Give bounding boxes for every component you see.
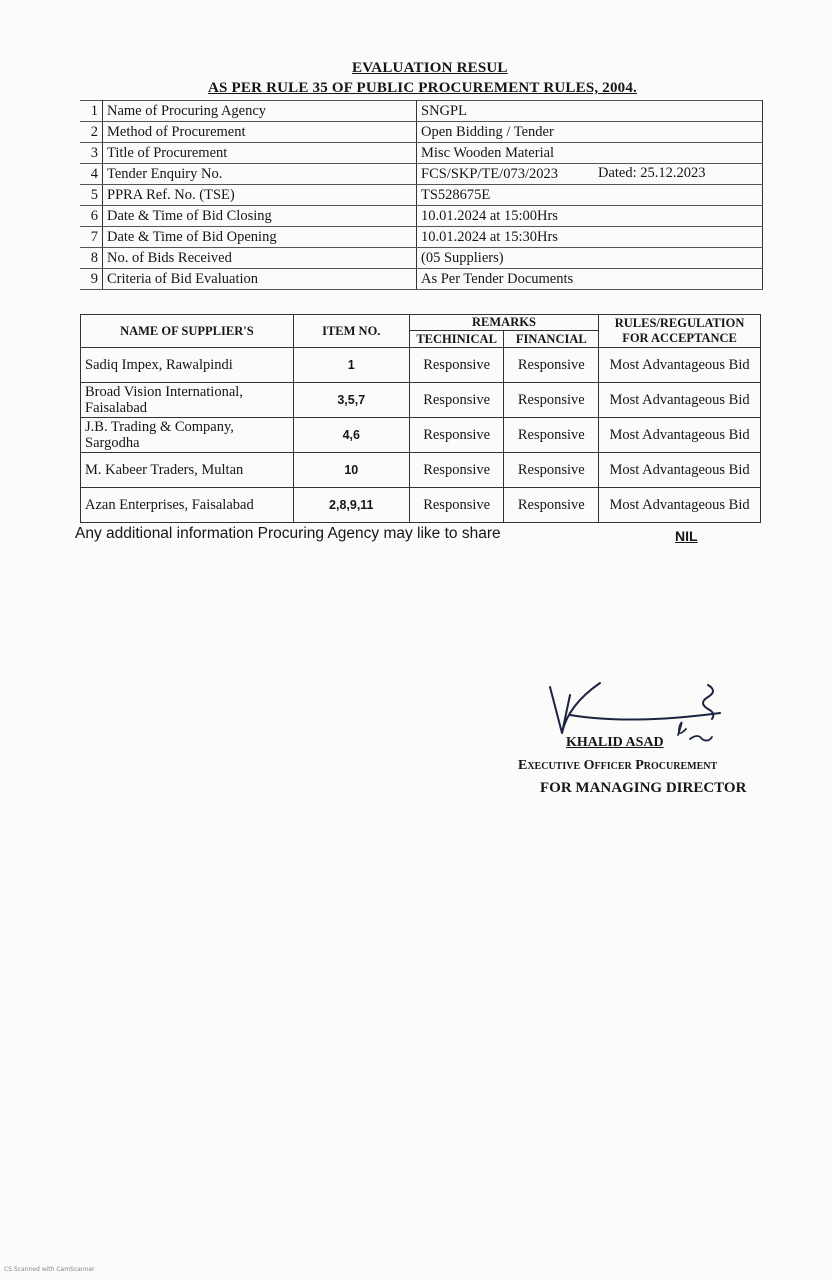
scanner-watermark: CS Scanned with CamScanner (4, 1266, 95, 1273)
signatory-name: KHALID ASAD (566, 735, 664, 750)
financial-header: FINANCIAL (504, 331, 599, 348)
info-row-value: Open Bidding / Tender (421, 123, 554, 140)
acceptance-rule: Most Advantageous Bid (599, 488, 761, 523)
technical-remark: Responsive (409, 348, 504, 383)
info-row-extra: Dated: 25.12.2023 (598, 165, 706, 181)
info-row-number: 7 (80, 227, 103, 248)
rules-header (599, 315, 761, 348)
item-number: 4,6 (293, 418, 409, 453)
item-number: 1 (293, 348, 409, 383)
technical-remark: Responsive (409, 488, 504, 523)
technical-remark: Responsive (409, 383, 504, 418)
supplier-row (81, 418, 761, 453)
acceptance-rule: Most Advantageous Bid (599, 453, 761, 488)
info-row-label: Date & Time of Bid Opening (103, 227, 417, 248)
financial-remark: Responsive (504, 383, 599, 418)
info-row-number: 1 (80, 101, 103, 122)
document-title: EVALUATION RESUL (352, 60, 508, 76)
info-row (80, 101, 763, 122)
supplier-name-cell (81, 488, 294, 523)
financial-remark: Responsive (504, 418, 599, 453)
info-row-label: Name of Procuring Agency (103, 101, 417, 122)
info-row-value: SNGPL (421, 102, 467, 119)
info-row (80, 164, 763, 185)
info-row-number: 4 (80, 164, 103, 185)
info-row-value: TS528675E (421, 186, 491, 203)
info-row-value: (05 Suppliers) (421, 249, 504, 266)
info-row-number: 3 (80, 143, 103, 164)
supplier-city: Sargodha (85, 435, 140, 451)
procurement-info-table (80, 100, 763, 290)
info-row-value-cell (417, 269, 763, 290)
info-row-number: 2 (80, 122, 103, 143)
info-row (80, 206, 763, 227)
info-row-value-cell (417, 143, 763, 164)
supplier-row (81, 453, 761, 488)
supplier-header: NAME OF SUPPLIER'S (81, 315, 294, 348)
item-header: ITEM NO. (293, 315, 409, 348)
info-row-label: PPRA Ref. No. (TSE) (103, 185, 417, 206)
item-number: 3,5,7 (293, 383, 409, 418)
supplier-name-cell (81, 453, 294, 488)
supplier-row (81, 488, 761, 523)
info-row-label: No. of Bids Received (103, 248, 417, 269)
info-row-number: 8 (80, 248, 103, 269)
info-row-value: 10.01.2024 at 15:00Hrs (421, 207, 558, 224)
document-subtitle: AS PER RULE 35 OF PUBLIC PROCUREMENT RULES, 2004. (208, 80, 638, 96)
info-row (80, 269, 763, 290)
supplier-city: Faisalabad (85, 400, 148, 416)
info-row-value-cell (417, 101, 763, 122)
supplier-name-cell (81, 418, 294, 453)
info-row-label: Criteria of Bid Evaluation (103, 269, 417, 290)
info-row-value-cell (417, 122, 763, 143)
info-row (80, 122, 763, 143)
info-row-value: 10.01.2024 at 15:30Hrs (421, 228, 558, 245)
supplier-row (81, 348, 761, 383)
info-row (80, 185, 763, 206)
info-row-value-cell (417, 206, 763, 227)
info-row-number: 5 (80, 185, 103, 206)
additional-info-text: Any additional information Procuring Agency may like to share (75, 525, 501, 542)
item-number: 2,8,9,11 (293, 488, 409, 523)
rules-header-line1: RULES/REGULATION (614, 316, 745, 330)
signatory-title: Executive Officer Procurement (518, 758, 718, 773)
financial-remark: Responsive (504, 348, 599, 383)
info-row-label: Date & Time of Bid Closing (103, 206, 417, 227)
financial-remark: Responsive (504, 488, 599, 523)
info-row-value: FCS/SKP/TE/073/2023 (421, 165, 558, 182)
supplier-name: Sadiq Impex, Rawalpindi (85, 357, 233, 373)
rules-header-line2: FOR ACCEPTANCE (622, 331, 737, 345)
info-row (80, 143, 763, 164)
item-number: 10 (293, 453, 409, 488)
suppliers-evaluation-table (80, 314, 761, 523)
technical-header: TECHINICAL (409, 331, 504, 348)
technical-remark: Responsive (409, 453, 504, 488)
acceptance-rule: Most Advantageous Bid (599, 383, 761, 418)
supplier-name-cell (81, 348, 294, 383)
info-row (80, 227, 763, 248)
additional-info-value: NIL (675, 528, 698, 544)
supplier-name: J.B. Trading & Company, (85, 419, 234, 435)
info-row-value: Misc Wooden Material (421, 144, 555, 161)
info-row-value-cell (417, 164, 763, 185)
info-row-label: Method of Procurement (103, 122, 417, 143)
info-row-value-cell (417, 227, 763, 248)
info-row-number: 9 (80, 269, 103, 290)
supplier-name: Broad Vision International, (85, 384, 243, 400)
info-row (80, 248, 763, 269)
info-row-value-cell (417, 185, 763, 206)
acceptance-rule: Most Advantageous Bid (599, 348, 761, 383)
supplier-name-cell (81, 383, 294, 418)
supplier-name: M. Kabeer Traders, Multan (85, 462, 244, 478)
info-row-label: Title of Procurement (103, 143, 417, 164)
info-row-number: 6 (80, 206, 103, 227)
info-row-value: As Per Tender Documents (421, 270, 574, 287)
supplier-row (81, 383, 761, 418)
remarks-header: REMARKS (409, 315, 598, 331)
info-row-label: Tender Enquiry No. (103, 164, 417, 185)
info-row-value-cell (417, 248, 763, 269)
technical-remark: Responsive (409, 418, 504, 453)
acceptance-rule: Most Advantageous Bid (599, 418, 761, 453)
supplier-name: Azan Enterprises, Faisalabad (85, 497, 254, 513)
signatory-for-line: FOR MANAGING DIRECTOR (540, 780, 747, 796)
financial-remark: Responsive (504, 453, 599, 488)
